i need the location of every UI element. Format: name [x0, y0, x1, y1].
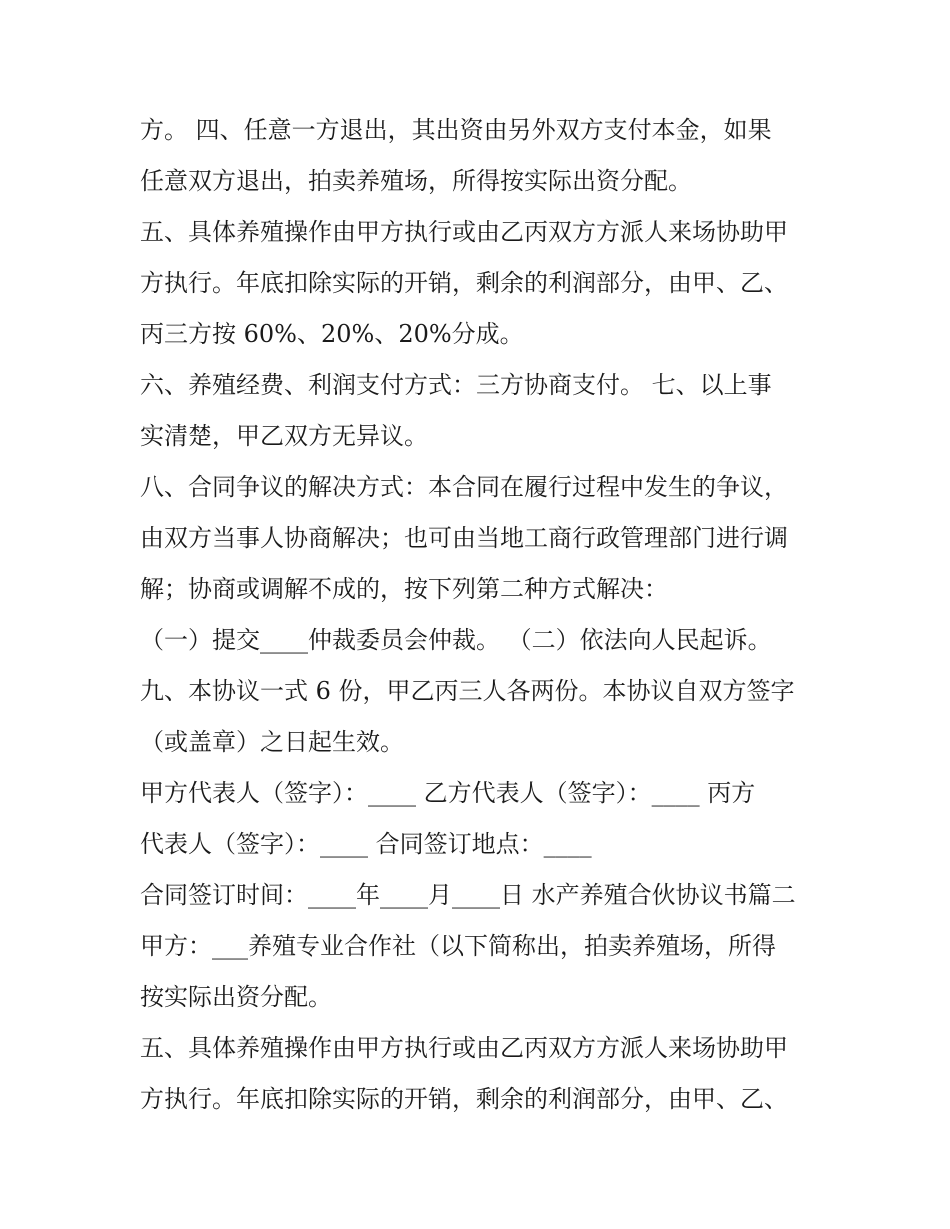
text-line: 丙三方按 60%、20%、20%分成。 — [140, 320, 524, 348]
text-line: 方执行。年底扣除实际的开销，剩余的利润部分，由甲、乙、 — [140, 269, 788, 297]
text-line: （一）提交____仲裁委员会仲裁。 （二）依法向人民起诉。 — [140, 626, 772, 654]
text-line: 八、合同争议的解决方式：本合同在履行过程中发生的争议， — [140, 473, 788, 501]
text-line: 甲方：___养殖专业合作社（以下简称出，拍卖养殖场，所得 — [140, 932, 776, 960]
text-line: 合同签订时间：____年____月____日 水产养殖合伙协议书篇二 — [140, 881, 796, 909]
text-line: 任意双方退出，拍卖养殖场，所得按实际出资分配。 — [140, 167, 692, 195]
text-line: 按实际出资分配。 — [140, 983, 332, 1011]
text-line: 代表人（签字）：____ 合同签订地点：____ — [140, 830, 592, 858]
text-line: 方执行。年底扣除实际的开销，剩余的利润部分，由甲、乙、 — [140, 1085, 788, 1113]
text-line: 甲方代表人（签字）：____ 乙方代表人（签字）：____ 丙方 — [140, 779, 756, 807]
text-line: （或盖章）之日起生效。 — [140, 728, 404, 756]
text-line: 五、具体养殖操作由甲方执行或由乙丙双方方派人来场协助甲 — [140, 1034, 788, 1062]
text-line: 六、养殖经费、利润支付方式：三方协商支付。 七、以上事 — [140, 371, 772, 399]
text-line: 九、本协议一式 6 份，甲乙丙三人各两份。本协议自双方签字 — [140, 677, 795, 705]
text-line: 五、具体养殖操作由甲方执行或由乙丙双方方派人来场协助甲 — [140, 218, 788, 246]
document-body — [140, 108, 820, 1128]
text-line: 实清楚，甲乙双方无异议。 — [140, 422, 428, 450]
text-line: 解；协商或调解不成的，按下列第二种方式解决： — [140, 575, 668, 603]
text-line: 方。 四、任意一方退出，其出资由另外双方支付本金，如果 — [140, 116, 772, 144]
text-line: 由双方当事人协商解决；也可由当地工商行政管理部门进行调 — [140, 524, 788, 552]
